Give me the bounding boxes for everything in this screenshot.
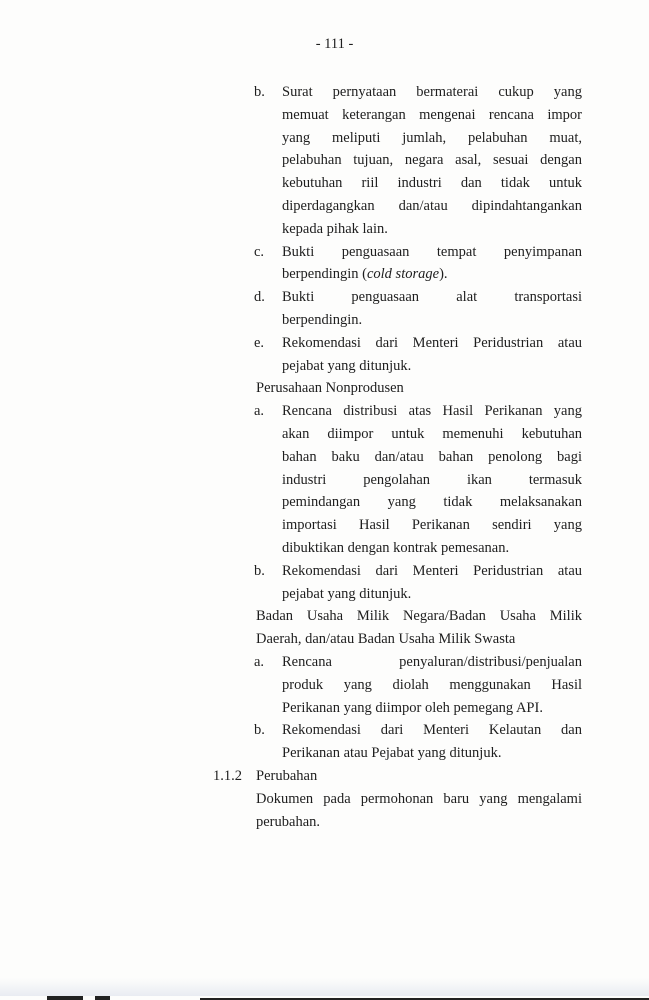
text-row — [0, 241, 649, 264]
paragraph-line: perubahan. — [256, 813, 321, 830]
text-row — [0, 560, 649, 583]
paragraph-line: Rencana penyaluran/distribusi/penjualan — [282, 653, 582, 670]
text-row — [0, 172, 649, 195]
paragraph-line: Surat pernyataan bermaterai cukup yang — [282, 84, 582, 100]
text-row — [0, 469, 649, 492]
paragraph-line: memuat keterangan mengenai rencana impor — [282, 106, 582, 123]
text-row — [0, 788, 649, 811]
paragraph-line: Dokumen pada permohonan baru yang mengalami — [256, 790, 582, 807]
text-row — [0, 628, 649, 651]
text-row — [0, 697, 649, 720]
paragraph-line: Rekomendasi dari Menteri Peridustrian atau — [282, 334, 582, 351]
text-row — [0, 514, 649, 537]
page-number: - 111 - — [315, 36, 354, 52]
paragraph-line: kepada pihak lain. — [282, 220, 388, 237]
text-row — [0, 651, 649, 674]
paragraph-line: berpendingin (cold storage). — [282, 266, 448, 283]
text-row — [0, 332, 649, 355]
paragraph-line: Rekomendasi dari Menteri Kelautan dan — [282, 722, 582, 739]
paragraph-line: importasi Hasil Perikanan sendiri yang — [282, 517, 582, 534]
paragraph-line: Bukti penguasaan alat transportasi — [282, 289, 582, 306]
paragraph-line: akan diimpor untuk memenuhi kebutuhan — [282, 425, 582, 442]
text-row — [0, 605, 649, 628]
text-row — [0, 127, 649, 150]
document-body — [0, 81, 649, 833]
list-marker: b. — [254, 84, 265, 100]
paragraph-line: produk yang diolah menggunakan Hasil — [282, 676, 582, 693]
paragraph-line: bahan baku dan/atau bahan penolong bagi — [282, 448, 582, 465]
paragraph-line: Rekomendasi dari Menteri Peridustrian atau — [282, 562, 582, 579]
paragraph-line: industri pengolahan ikan termasuk — [282, 471, 582, 488]
list-marker: a. — [254, 403, 265, 420]
list-marker: b. — [254, 722, 265, 739]
list-marker: d. — [254, 289, 265, 306]
scan-mark — [95, 996, 110, 1000]
paragraph-line: berpendingin. — [282, 311, 363, 328]
paragraph-line: dibuktikan dengan kontrak pemesanan. — [282, 539, 510, 556]
text-row — [0, 286, 649, 309]
text-row — [0, 491, 649, 514]
list-marker: c. — [254, 243, 265, 260]
paragraph-line: yang meliputi jumlah, pelabuhan muat, — [282, 129, 582, 146]
scan-shadow — [0, 978, 649, 996]
text-row — [0, 218, 649, 241]
scan-mark — [47, 996, 83, 1000]
section-number: 1.1.2 — [213, 767, 242, 784]
text-row — [0, 104, 649, 127]
text-row — [0, 309, 649, 332]
list-marker: a. — [254, 653, 265, 670]
text-row — [0, 263, 649, 286]
paragraph-line: Rencana distribusi atas Hasil Perikanan yang — [282, 403, 582, 420]
text-row — [0, 765, 649, 788]
text-row — [0, 423, 649, 446]
text-row — [0, 149, 649, 172]
paragraph-line: pejabat yang ditunjuk. — [282, 585, 412, 602]
section-heading: Perusahaan Nonprodusen — [256, 380, 404, 397]
paragraph-line: pemindangan yang tidak melaksanakan — [282, 494, 582, 511]
paragraph-line: Bukti penguasaan tempat penyimpanan — [282, 243, 582, 260]
text-row — [0, 811, 649, 834]
section-heading: Daerah, dan/atau Badan Usaha Milik Swasta — [256, 631, 516, 648]
text-row — [0, 81, 649, 104]
paragraph-line: pejabat yang ditunjuk. — [282, 357, 412, 374]
text-row — [0, 742, 649, 765]
list-marker: e. — [254, 334, 265, 351]
subsection-title: Perubahan — [256, 767, 318, 784]
text-row — [0, 195, 649, 218]
text-row — [0, 537, 649, 560]
paragraph-line: kebutuhan riil industri dan tidak untuk — [282, 175, 582, 192]
paragraph-line: Perikanan atau Pejabat yang ditunjuk. — [282, 745, 502, 762]
paragraph-line: diperdagangkan dan/atau dipindahtangankan — [282, 197, 582, 214]
paragraph-line: pelabuhan tujuan, negara asal, sesuai dengan — [282, 152, 582, 169]
text-row — [0, 583, 649, 606]
text-row — [0, 446, 649, 469]
text-row — [0, 400, 649, 423]
section-heading: Badan Usaha Milik Negara/Badan Usaha Milik — [256, 608, 582, 625]
text-row — [0, 719, 649, 742]
text-row — [0, 674, 649, 697]
paragraph-line: Perikanan yang diimpor oleh pemegang API. — [282, 699, 543, 716]
list-marker: b. — [254, 562, 265, 579]
text-row — [0, 355, 649, 378]
text-row — [0, 377, 649, 400]
